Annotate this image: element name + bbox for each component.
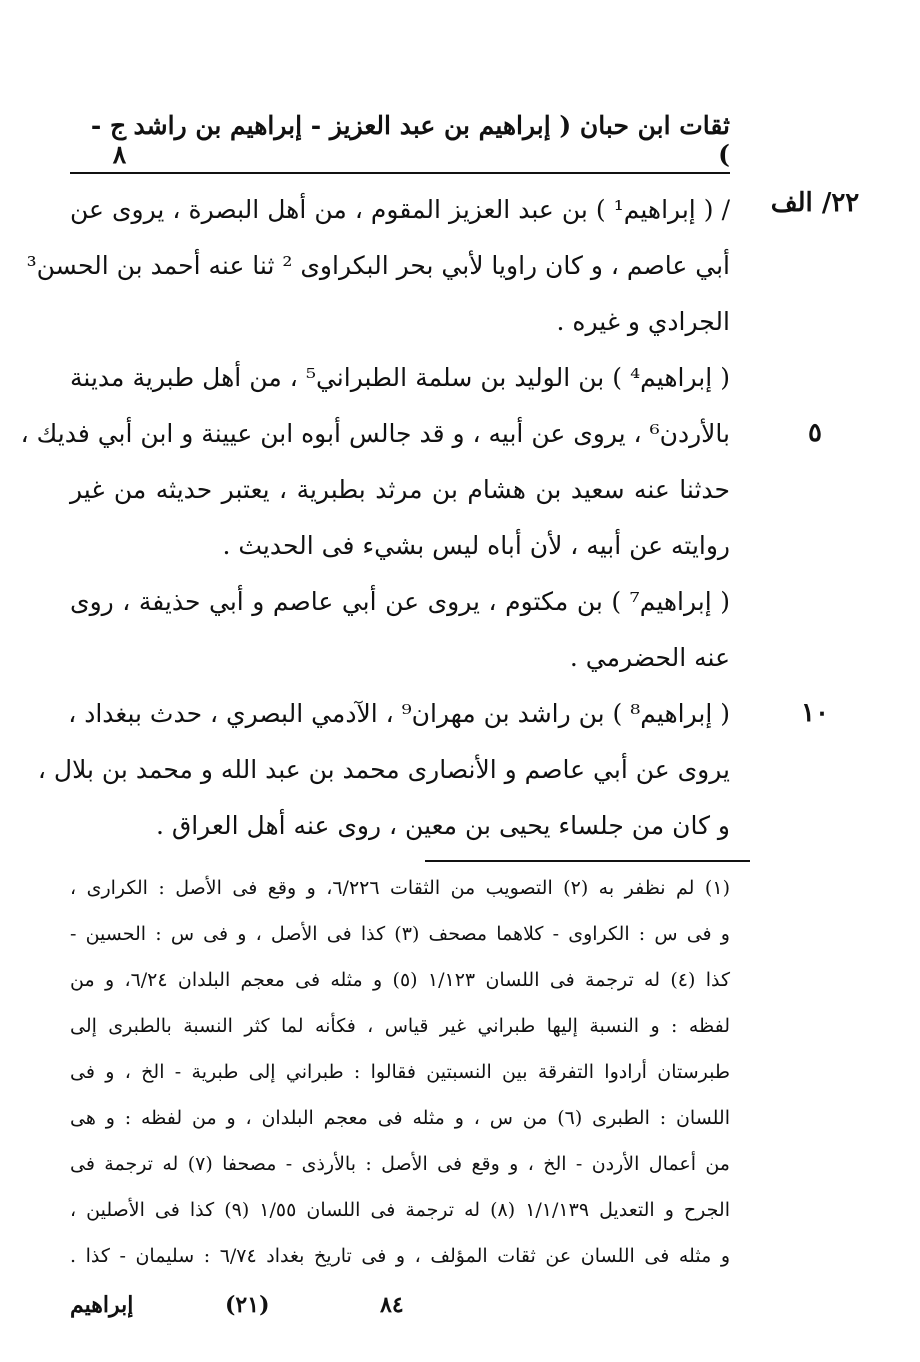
header-rule <box>70 172 730 174</box>
folio-marker: ٢٢/ الف <box>770 188 860 218</box>
text-line: عنه الحضرمي . <box>569 643 730 672</box>
footnote-line: كذا (٤) له ترجمة فى اللسان ١/١٢٣ (٥) و مثله فى معجم البلدان ٦/٢٤، و من <box>70 969 731 991</box>
text-line: حدثنا عنه سعيد بن هشام بن مرثد بطبرية ، يعتبر حديثه من غير <box>70 475 730 504</box>
footnote-line: اللسان : الطبرى (٦) من س ، و مثله فى معجم البلدان ، و من لفظه : و هى <box>70 1107 730 1129</box>
footnote-line: طبرستان أرادوا التفرقة بين النسبتين فقالوا : طبراني إلى طبرية - الخ ، و فى <box>70 1061 730 1083</box>
text-line: بالأردن⁶ ، يروى عن أبيه ، و قد جالس أبوه ابن عيينة و ابن أبي فديك ، <box>20 419 730 448</box>
page-number: ٨٤ <box>380 1292 404 1318</box>
text-line: يروى عن أبي عاصم و الأنصارى محمد بن عبد الله و محمد بن بلال ، <box>37 755 730 784</box>
footnote-rule <box>425 860 750 862</box>
text-line: ( إبراهيم⁴ ) بن الوليد بن سلمة الطبراني⁵ ، من أهل طبرية مدينة <box>70 363 730 392</box>
text-line: ( إبراهيم⁸ ) بن راشد بن مهران⁹ ، الآدمي البصري ، حدث ببغداد ، <box>68 699 730 728</box>
text-line: أبي عاصم ، و كان راويا لأبي بحر البكراوى ² ثنا عنه أحمد بن الحسن³ <box>26 251 730 280</box>
footnote-line: من أعمال الأردن - الخ ، و وقع فى الأصل : بالأرذى - مصحفا (٧) له ترجمة فى <box>70 1153 730 1175</box>
header-volume: ج - ٨ <box>90 111 127 169</box>
page-footer <box>70 1292 730 1332</box>
footnote-line: (١) لم نظفر به (٢) التصويب من الثقات ٦/٢٢٦، و وقع فى الأصل : الكرارى ، <box>70 877 730 899</box>
running-header <box>70 111 730 169</box>
signature-mark: (٢١) <box>225 1292 270 1318</box>
line-number-5: ٥ <box>808 418 822 448</box>
text-line: / ( إبراهيم¹ ) بن عبد العزيز المقوم ، من أهل البصرة ، يروى عن <box>70 195 730 224</box>
text-line: روايته عن أبيه ، لأن أباه ليس بشيء فى الحديث . <box>222 531 730 560</box>
footnote-line: لفظه : و النسبة إليها طبراني غير قياس ، فكأنه لما كثر النسبة بالطبرى إلى <box>70 1015 730 1037</box>
footnote-line: و فى س : الكراوى - كلاهما مصحف (٣) كذا فى الأصل ، و فى س : الحسين - <box>70 923 730 945</box>
footnote-line: الجرح و التعديل ١/١/١٣٩ (٨) له ترجمة فى اللسان ١/٥٥ (٩) كذا فى الأصلين ، <box>70 1199 730 1221</box>
line-number-10: ١٠ <box>801 698 829 728</box>
text-line: و كان من جلساء يحيى بن معين ، روى عنه أهل العراق . <box>155 811 730 840</box>
text-line: ( إبراهيم⁷ ) بن مكتوم ، يروى عن أبي عاصم و أبي حذيفة ، روى <box>70 587 730 616</box>
text-line: الجرادي و غيره . <box>556 307 730 336</box>
footnote-line: و مثله فى اللسان عن ثقات المؤلف ، و فى تاريخ بغداد ٦/٧٤ : سليمان - كذا . <box>70 1245 730 1267</box>
header-title: ثقات ابن حبان ( إبراهيم بن عبد العزيز - إبراهيم بن راشد ) <box>133 111 730 169</box>
catchword: إبراهيم <box>70 1292 134 1318</box>
